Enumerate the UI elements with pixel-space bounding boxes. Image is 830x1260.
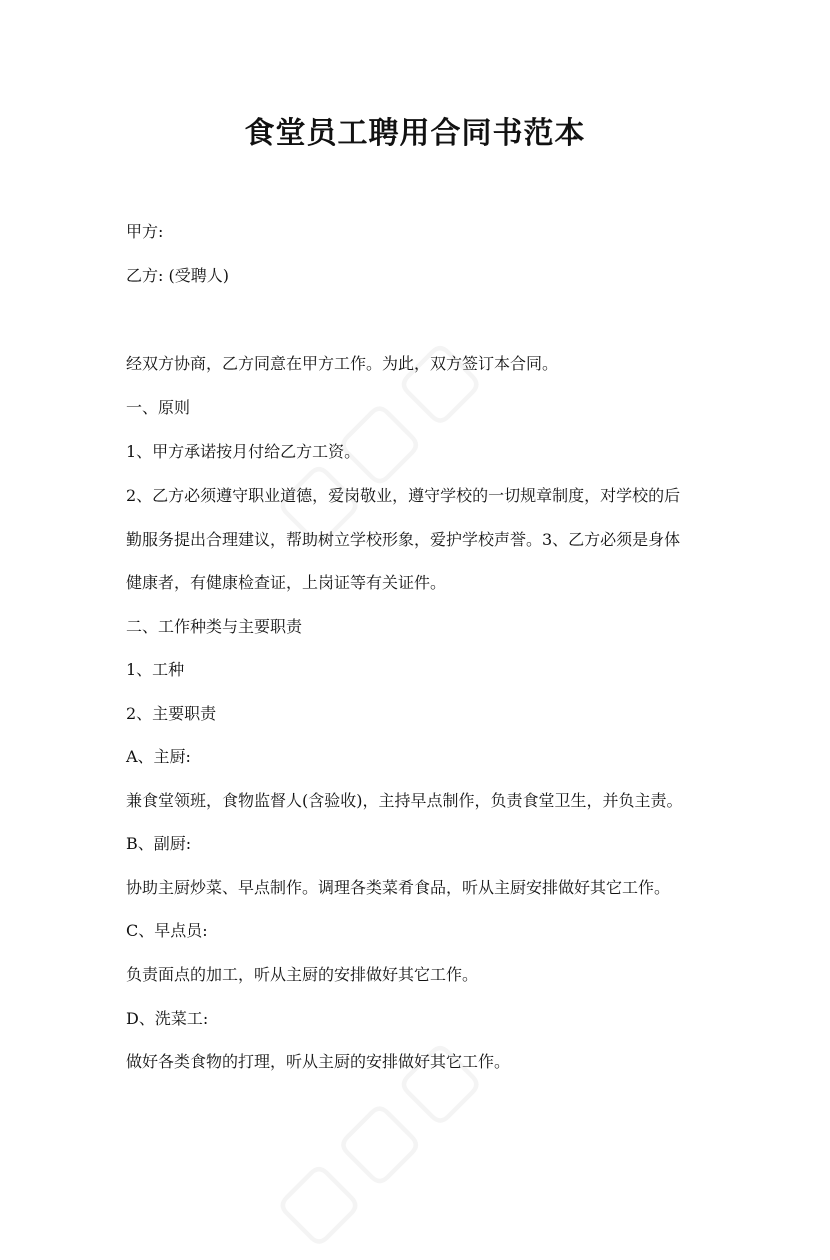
role-description: 兼食堂领班，食物监督人(含验收)，主持早点制作，负责食堂卫生，并负主责。 — [126, 791, 683, 810]
intro-paragraph: 经双方协商，乙方同意在甲方工作。为此，双方签订本合同。 — [126, 354, 559, 373]
party-b-label: 乙方: (受聘人) — [126, 266, 229, 285]
role-heading: C、早点员: — [126, 921, 208, 940]
section-heading: 一、原则 — [126, 398, 191, 417]
clause-text: 2、乙方必须遵守职业道德，爱岗敬业，遵守学校的一切规章制度，对学校的后 — [126, 486, 681, 505]
clause-text: 勤服务提出合理建议，帮助树立学校形象，爱护学校声誉。3、乙方必须是身体 — [126, 530, 681, 549]
clause-text: 1、甲方承诺按月付给乙方工资。 — [126, 442, 361, 461]
role-description: 协助主厨炒菜、早点制作。调理各类菜肴食品，听从主厨安排做好其它工作。 — [126, 878, 671, 897]
role-heading: A、主厨: — [126, 747, 191, 766]
watermark-icon — [255, 313, 502, 560]
role-heading: D、洗菜工: — [126, 1009, 209, 1028]
watermark-icon — [255, 1013, 502, 1260]
section-heading: 二、工作种类与主要职责 — [126, 617, 303, 636]
role-heading: B、副厨: — [126, 834, 192, 853]
document-title: 食堂员工聘用合同书范本 — [244, 116, 586, 151]
clause-text: 2、主要职责 — [126, 704, 217, 723]
role-description: 做好各类食物的打理，听从主厨的安排做好其它工作。 — [126, 1052, 511, 1071]
clause-text: 健康者，有健康检查证，上岗证等有关证件。 — [126, 573, 447, 592]
clause-text: 1、工种 — [126, 660, 185, 679]
role-description: 负责面点的加工，听从主厨的安排做好其它工作。 — [126, 965, 479, 984]
party-a-label: 甲方: — [126, 222, 164, 241]
